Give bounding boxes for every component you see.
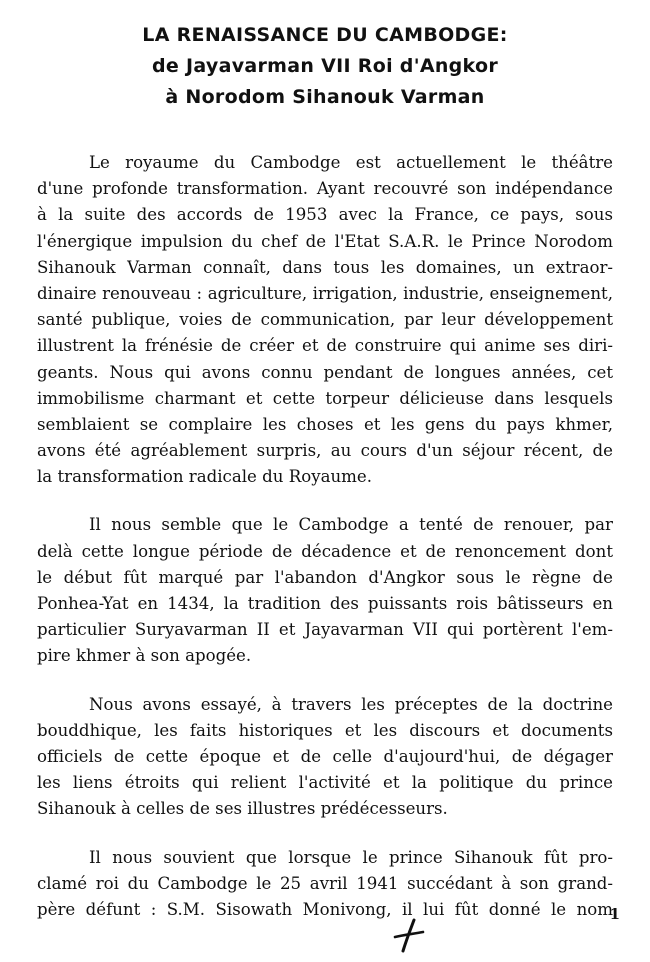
paragraph-1 xyxy=(37,150,613,490)
text-line: illustrent la frénésie de créer et de construire qui anime ses diri- xyxy=(37,336,613,356)
text-line: Sihanouk Varman connaît, dans tous les domaines, un extraor- xyxy=(37,257,613,277)
text-line: semblaient se complaire les choses et les gens du pays khmer, xyxy=(37,414,613,434)
text-line: la transformation radicale du Royaume. xyxy=(37,467,372,487)
text-line: père défunt : S.M. Sisowath Monivong, il lui fût donné le nom xyxy=(37,899,613,919)
page-number: 1 xyxy=(609,905,620,923)
text-line: les liens étroits qui relient l'activité et la politique du prince xyxy=(37,773,613,793)
paragraph-3 xyxy=(37,692,613,823)
text-line: l'énergique impulsion du chef de l'Etat S.A.R. le Prince Norodom xyxy=(37,231,613,251)
paragraph-4 xyxy=(37,845,613,924)
text-line: Il nous semble que le Cambodge a tenté de renouer, par xyxy=(89,515,613,535)
text-line: Sihanouk à celles de ses illustres prédécesseurs. xyxy=(37,799,448,819)
text-line: officiels de cette époque et de celle d'aujourd'hui, de dégager xyxy=(37,746,613,766)
text-line: le début fût marqué par l'abandon d'Angkor sous le règne de xyxy=(37,567,613,587)
text-line: d'une profonde transformation. Ayant recouvré son indépendance xyxy=(37,179,613,199)
text-line: avons été agréablement surpris, au cours d'un séjour récent, de xyxy=(37,441,613,461)
page-title xyxy=(60,20,590,113)
title-line-1: LA RENAISSANCE DU CAMBODGE: xyxy=(142,24,508,46)
text-line: immobilisme charmant et cette torpeur délicieuse dans lesquels xyxy=(37,388,613,408)
text-line: Le royaume du Cambodge est actuellement le théâtre xyxy=(89,153,613,172)
handwritten-mark-icon xyxy=(392,918,426,954)
text-line: dinaire renouveau : agriculture, irrigation, industrie, enseignement, xyxy=(37,283,613,303)
text-line: pire khmer à son apogée. xyxy=(37,646,252,666)
text-line: bouddhique, les faits historiques et les discours et documents xyxy=(37,720,613,740)
text-line: clamé roi du Cambodge le 25 avril 1941 succédant à son grand- xyxy=(37,873,613,893)
paragraph-2 xyxy=(37,512,613,669)
text-line: Nous avons essayé, à travers les préceptes de la doctrine xyxy=(89,694,613,714)
text-line: santé publique, voies de communication, par leur développement xyxy=(37,310,613,330)
text-line: Il nous souvient que lorsque le prince Sihanouk fût pro- xyxy=(89,847,613,867)
text-line: delà cette longue période de décadence et de renoncement dont xyxy=(37,541,613,561)
body-text xyxy=(37,150,613,945)
text-line: à la suite des accords de 1953 avec la France, ce pays, sous xyxy=(37,205,613,225)
text-line: geants. Nous qui avons connu pendant de longues années, cet xyxy=(37,362,613,382)
text-line: Ponhea-Yat en 1434, la tradition des puissants rois bâtisseurs en xyxy=(37,594,613,613)
text-line: particulier Suryavarman II et Jayavarman VII qui portèrent l'em- xyxy=(37,620,613,640)
title-line-3: à Norodom Sihanouk Varman xyxy=(165,86,485,108)
title-line-2: de Jayavarman VII Roi d'Angkor xyxy=(151,55,499,77)
